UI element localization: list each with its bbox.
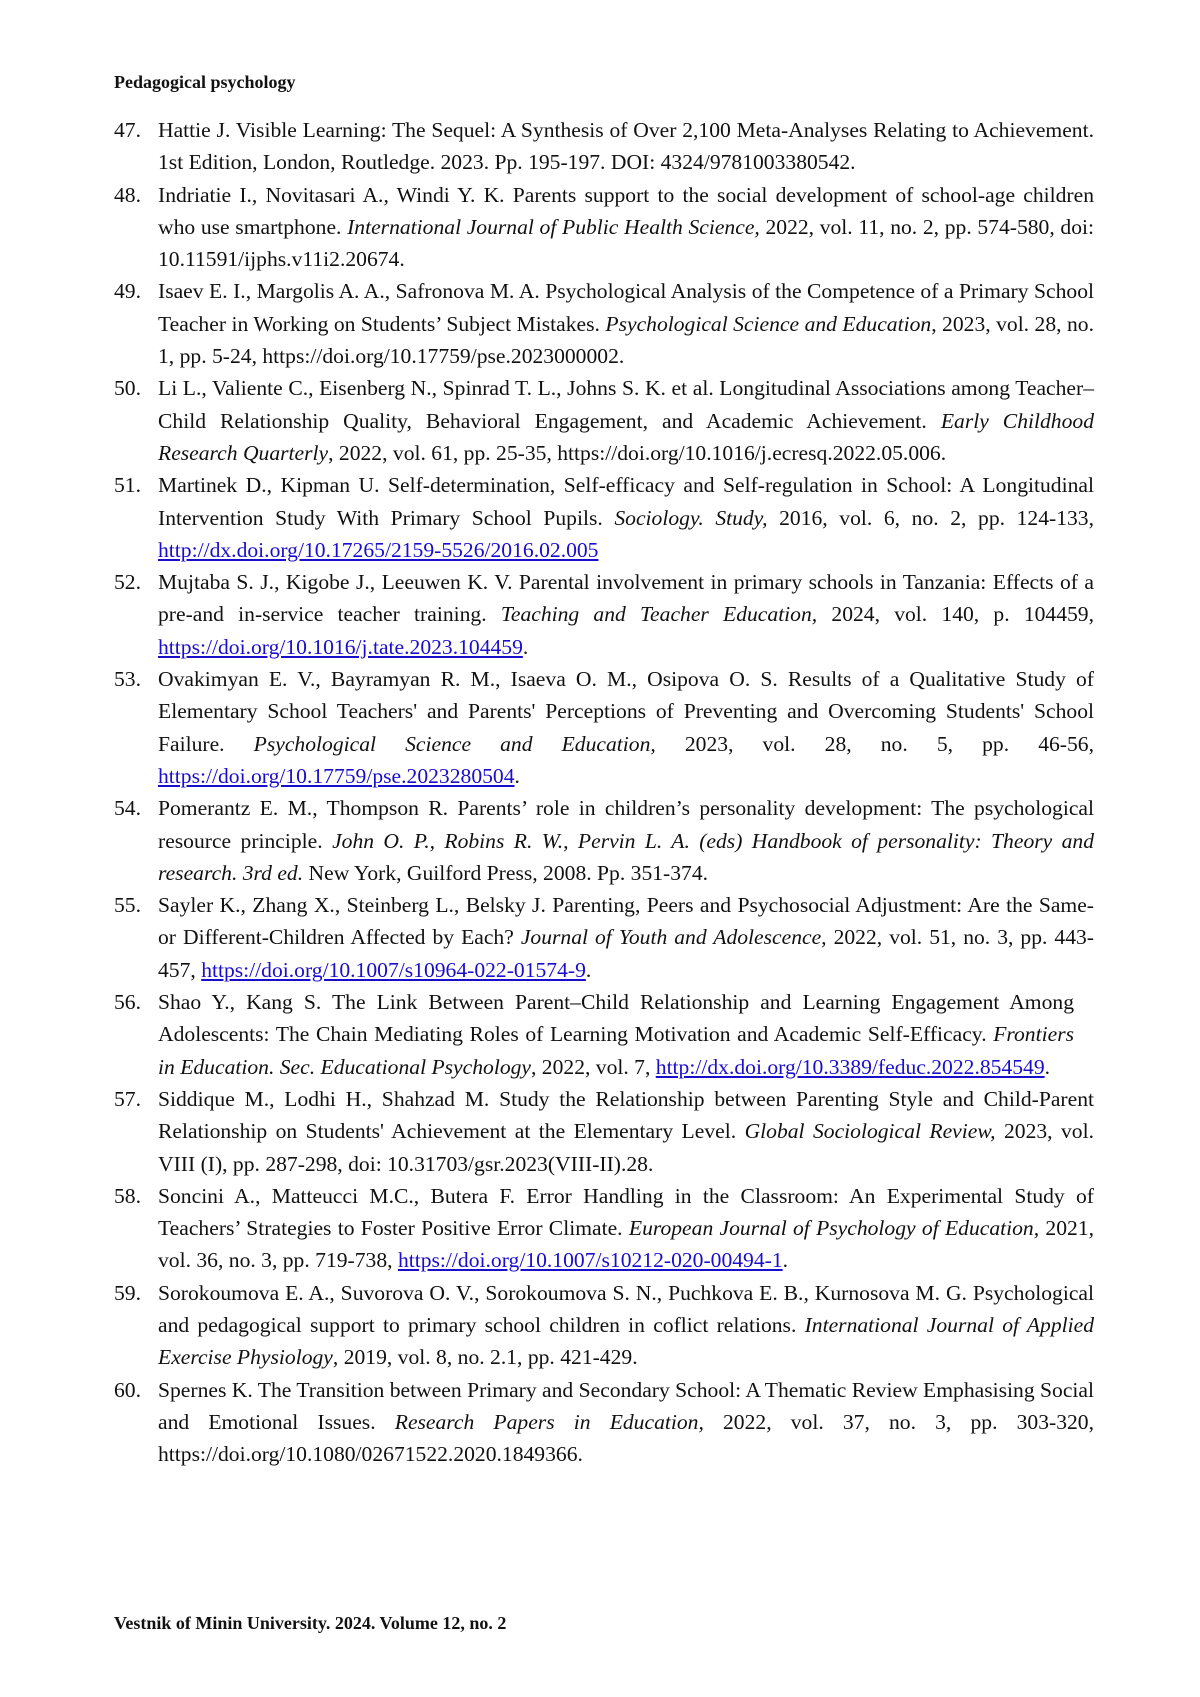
reference-item	[114, 663, 1094, 792]
reference-number: 56.	[114, 986, 141, 1018]
reference-text: New York, Guilford Press, 2008. Pp. 351-374.	[303, 861, 708, 885]
reference-number: 53.	[114, 663, 141, 695]
source-title: Teaching and Teacher Education,	[501, 602, 817, 626]
reference-text: Spernes K. The Transition between Primary and Secondary School: A Thematic Review Emphasising Social and Emotional Issues.	[158, 1378, 1094, 1434]
reference-text: .	[586, 958, 591, 982]
reference-number: 48.	[114, 179, 141, 211]
reference-text: Pomerantz E. M., Thompson R. Parents’ role in children’s personality development: The psychological resource principle.	[158, 796, 1094, 852]
reference-text: Li L., Valiente C., Eisenberg N., Spinrad T. L., Johns S. K. et al. Longitudinal Associations among Teacher–Child Relationship Quality, Behavioral Engagement, and Academic Achievement.	[158, 376, 1094, 432]
reference-item	[114, 1374, 1094, 1471]
reference-number: 59.	[114, 1277, 141, 1309]
reference-item	[114, 1083, 1094, 1180]
reference-text: 2024, vol. 140, p. 104459,	[817, 602, 1094, 626]
doi-link[interactable]: https://doi.org/10.1007/s10964-022-01574-9	[201, 958, 586, 982]
reference-text: 2023, vol. 28, no. 5, pp. 46-56,	[656, 732, 1094, 756]
reference-text: Hattie J. Visible Learning: The Sequel: A Synthesis of Over 2,100 Meta-Analyses Relating to Achievement. 1st Edition, London, Routledge. 2023. Pp. 195-197. DOI: 4324/9781003380542.	[158, 118, 1094, 174]
source-title: Psychological Science and Education	[605, 312, 931, 336]
reference-number: 54.	[114, 792, 141, 824]
source-title: Early Childhood Research Quarterly	[158, 409, 1094, 465]
source-title: Journal of Youth and Adolescence,	[521, 925, 827, 949]
reference-text: , 2022, vol. 7,	[531, 1055, 656, 1079]
reference-item	[114, 114, 1094, 179]
reference-text: 2022, vol. 37, no. 3, pp. 303-320, https://doi.org/10.1080/02671522.2020.1849366.	[158, 1410, 1094, 1466]
reference-number: 47.	[114, 114, 141, 146]
reference-text: , 2019, vol. 8, no. 2.1, pp. 421-429.	[333, 1345, 638, 1369]
reference-number: 49.	[114, 275, 141, 307]
reference-item	[114, 372, 1094, 469]
reference-text: Siddique M., Lodhi H., Shahzad M. Study the Relationship between Parenting Style and Child-Parent Relationship on Students' Achievement at the Elementary Level.	[158, 1087, 1094, 1143]
reference-text: .	[523, 635, 528, 659]
reference-text: Martinek D., Kipman U. Self-determination, Self-efficacy and Self-regulation in School: A Longitudinal Intervention Study With Primary School Pupils.	[158, 473, 1094, 529]
reference-number: 55.	[114, 889, 141, 921]
reference-item	[114, 792, 1094, 889]
reference-number: 50.	[114, 372, 141, 404]
reference-number: 52.	[114, 566, 141, 598]
reference-text: Sorokoumova E. A., Suvorova O. V., Sorokoumova S. N., Puchkova E. B., Kurnosova M. G. Psychological and pedagogical support to primary school children in coflict relations.	[158, 1281, 1094, 1337]
reference-text: , 2023, vol. 28, no. 1, pp. 5-24, https://doi.org/10.17759/pse.2023000002.	[158, 312, 1094, 368]
reference-text: 2021, vol. 36, no. 3, pp. 719-738,	[158, 1216, 1094, 1272]
source-title: European Journal of Psychology of Education,	[629, 1216, 1039, 1240]
source-title: John O. P., Robins R. W., Pervin L. A. (eds) Handbook of personality: Theory and research. 3rd ed.	[158, 829, 1094, 885]
reference-text: Sayler K., Zhang X., Steinberg L., Belsky J. Parenting, Peers and Psychosocial Adjustment: Are the Same-or Different-Children Affected by Each?	[158, 893, 1094, 949]
running-title: Pedagogical psychology	[114, 72, 296, 93]
source-title: International Journal of Applied Exercise Physiology	[158, 1313, 1094, 1369]
doi-link[interactable]: http://dx.doi.org/10.17265/2159-5526/2016.02.005	[158, 538, 598, 562]
doi-link[interactable]: http://dx.doi.org/10.3389/feduc.2022.854549	[656, 1055, 1045, 1079]
reference-item	[114, 986, 1094, 1083]
reference-text: Indriatie I., Novitasari A., Windi Y. K. Parents support to the social development of school-age children who use smartphone.	[158, 183, 1094, 239]
reference-text: Isaev E. I., Margolis A. A., Safronova M. A. Psychological Analysis of the Competence of a Primary School Teacher in Working on Students’ Subject Mistakes.	[158, 279, 1094, 335]
reference-text: 2023, vol. VIII (I), pp. 287-298, doi: 10.31703/gsr.2023(VIII-II).28.	[158, 1119, 1094, 1175]
reference-text: .	[1045, 1055, 1050, 1079]
reference-item	[114, 179, 1094, 276]
reference-text: Mujtaba S. J., Kigobe J., Leeuwen K. V. Parental involvement in primary schools in Tanzania: Effects of a pre-and in-service teacher training.	[158, 570, 1094, 626]
reference-text: 2016, vol. 6, no. 2, pp. 124-133,	[768, 506, 1094, 530]
reference-text: Ovakimyan E. V., Bayramyan R. M., Isaeva O. M., Osipova O. S. Results of a Qualitative Study of Elementary School Teachers' and Parents' Perceptions of Preventing and Overcoming Students' School Failure.	[158, 667, 1094, 756]
source-title: Global Sociological Review,	[745, 1119, 996, 1143]
reference-text: , 2022, vol. 61, pp. 25-35, https://doi.org/10.1016/j.ecresq.2022.05.006.	[328, 441, 946, 465]
source-title: Frontiers in Education. Sec. Educational Psychology	[158, 1022, 1074, 1078]
reference-number: 60.	[114, 1374, 141, 1406]
reference-number: 51.	[114, 469, 141, 501]
reference-text: 2022, vol. 51, no. 3, pp. 443-457,	[158, 925, 1094, 981]
reference-item	[114, 275, 1094, 372]
source-title: Research Papers in Education,	[395, 1410, 704, 1434]
reference-item	[114, 1180, 1094, 1277]
reference-item	[114, 469, 1094, 566]
doi-link[interactable]: https://doi.org/10.1016/j.tate.2023.104459	[158, 635, 523, 659]
source-title: International Journal of Public Health Science,	[347, 215, 760, 239]
source-title: Sociology. Study,	[614, 506, 767, 530]
reference-text: Shao Y., Kang S. The Link Between Parent–Child Relationship and Learning Engagement Among Adolescents: The Chain Mediating Roles of Learning Motivation and Academic Self-Efficacy.	[158, 990, 1074, 1046]
source-title: Psychological Science and Education,	[254, 732, 656, 756]
reference-item	[114, 889, 1094, 986]
reference-item	[114, 566, 1094, 663]
reference-text: 2022, vol. 11, no. 2, pp. 574-580, doi: 10.11591/ijphs.v11i2.20674.	[158, 215, 1094, 271]
reference-number: 57.	[114, 1083, 141, 1115]
journal-footer: Vestnik of Minin University. 2024. Volume 12, no. 2	[114, 1613, 506, 1634]
doi-link[interactable]: https://doi.org/10.1007/s10212-020-00494-1	[398, 1248, 783, 1272]
doi-link[interactable]: https://doi.org/10.17759/pse.2023280504	[158, 764, 515, 788]
reference-text: Soncini A., Matteucci M.C., Butera F. Error Handling in the Classroom: An Experimental Study of Teachers’ Strategies to Foster Positive Error Climate.	[158, 1184, 1094, 1240]
reference-text: .	[783, 1248, 788, 1272]
reference-item	[114, 1277, 1094, 1374]
reference-list	[114, 114, 1094, 1470]
reference-text: .	[515, 764, 520, 788]
reference-number: 58.	[114, 1180, 141, 1212]
